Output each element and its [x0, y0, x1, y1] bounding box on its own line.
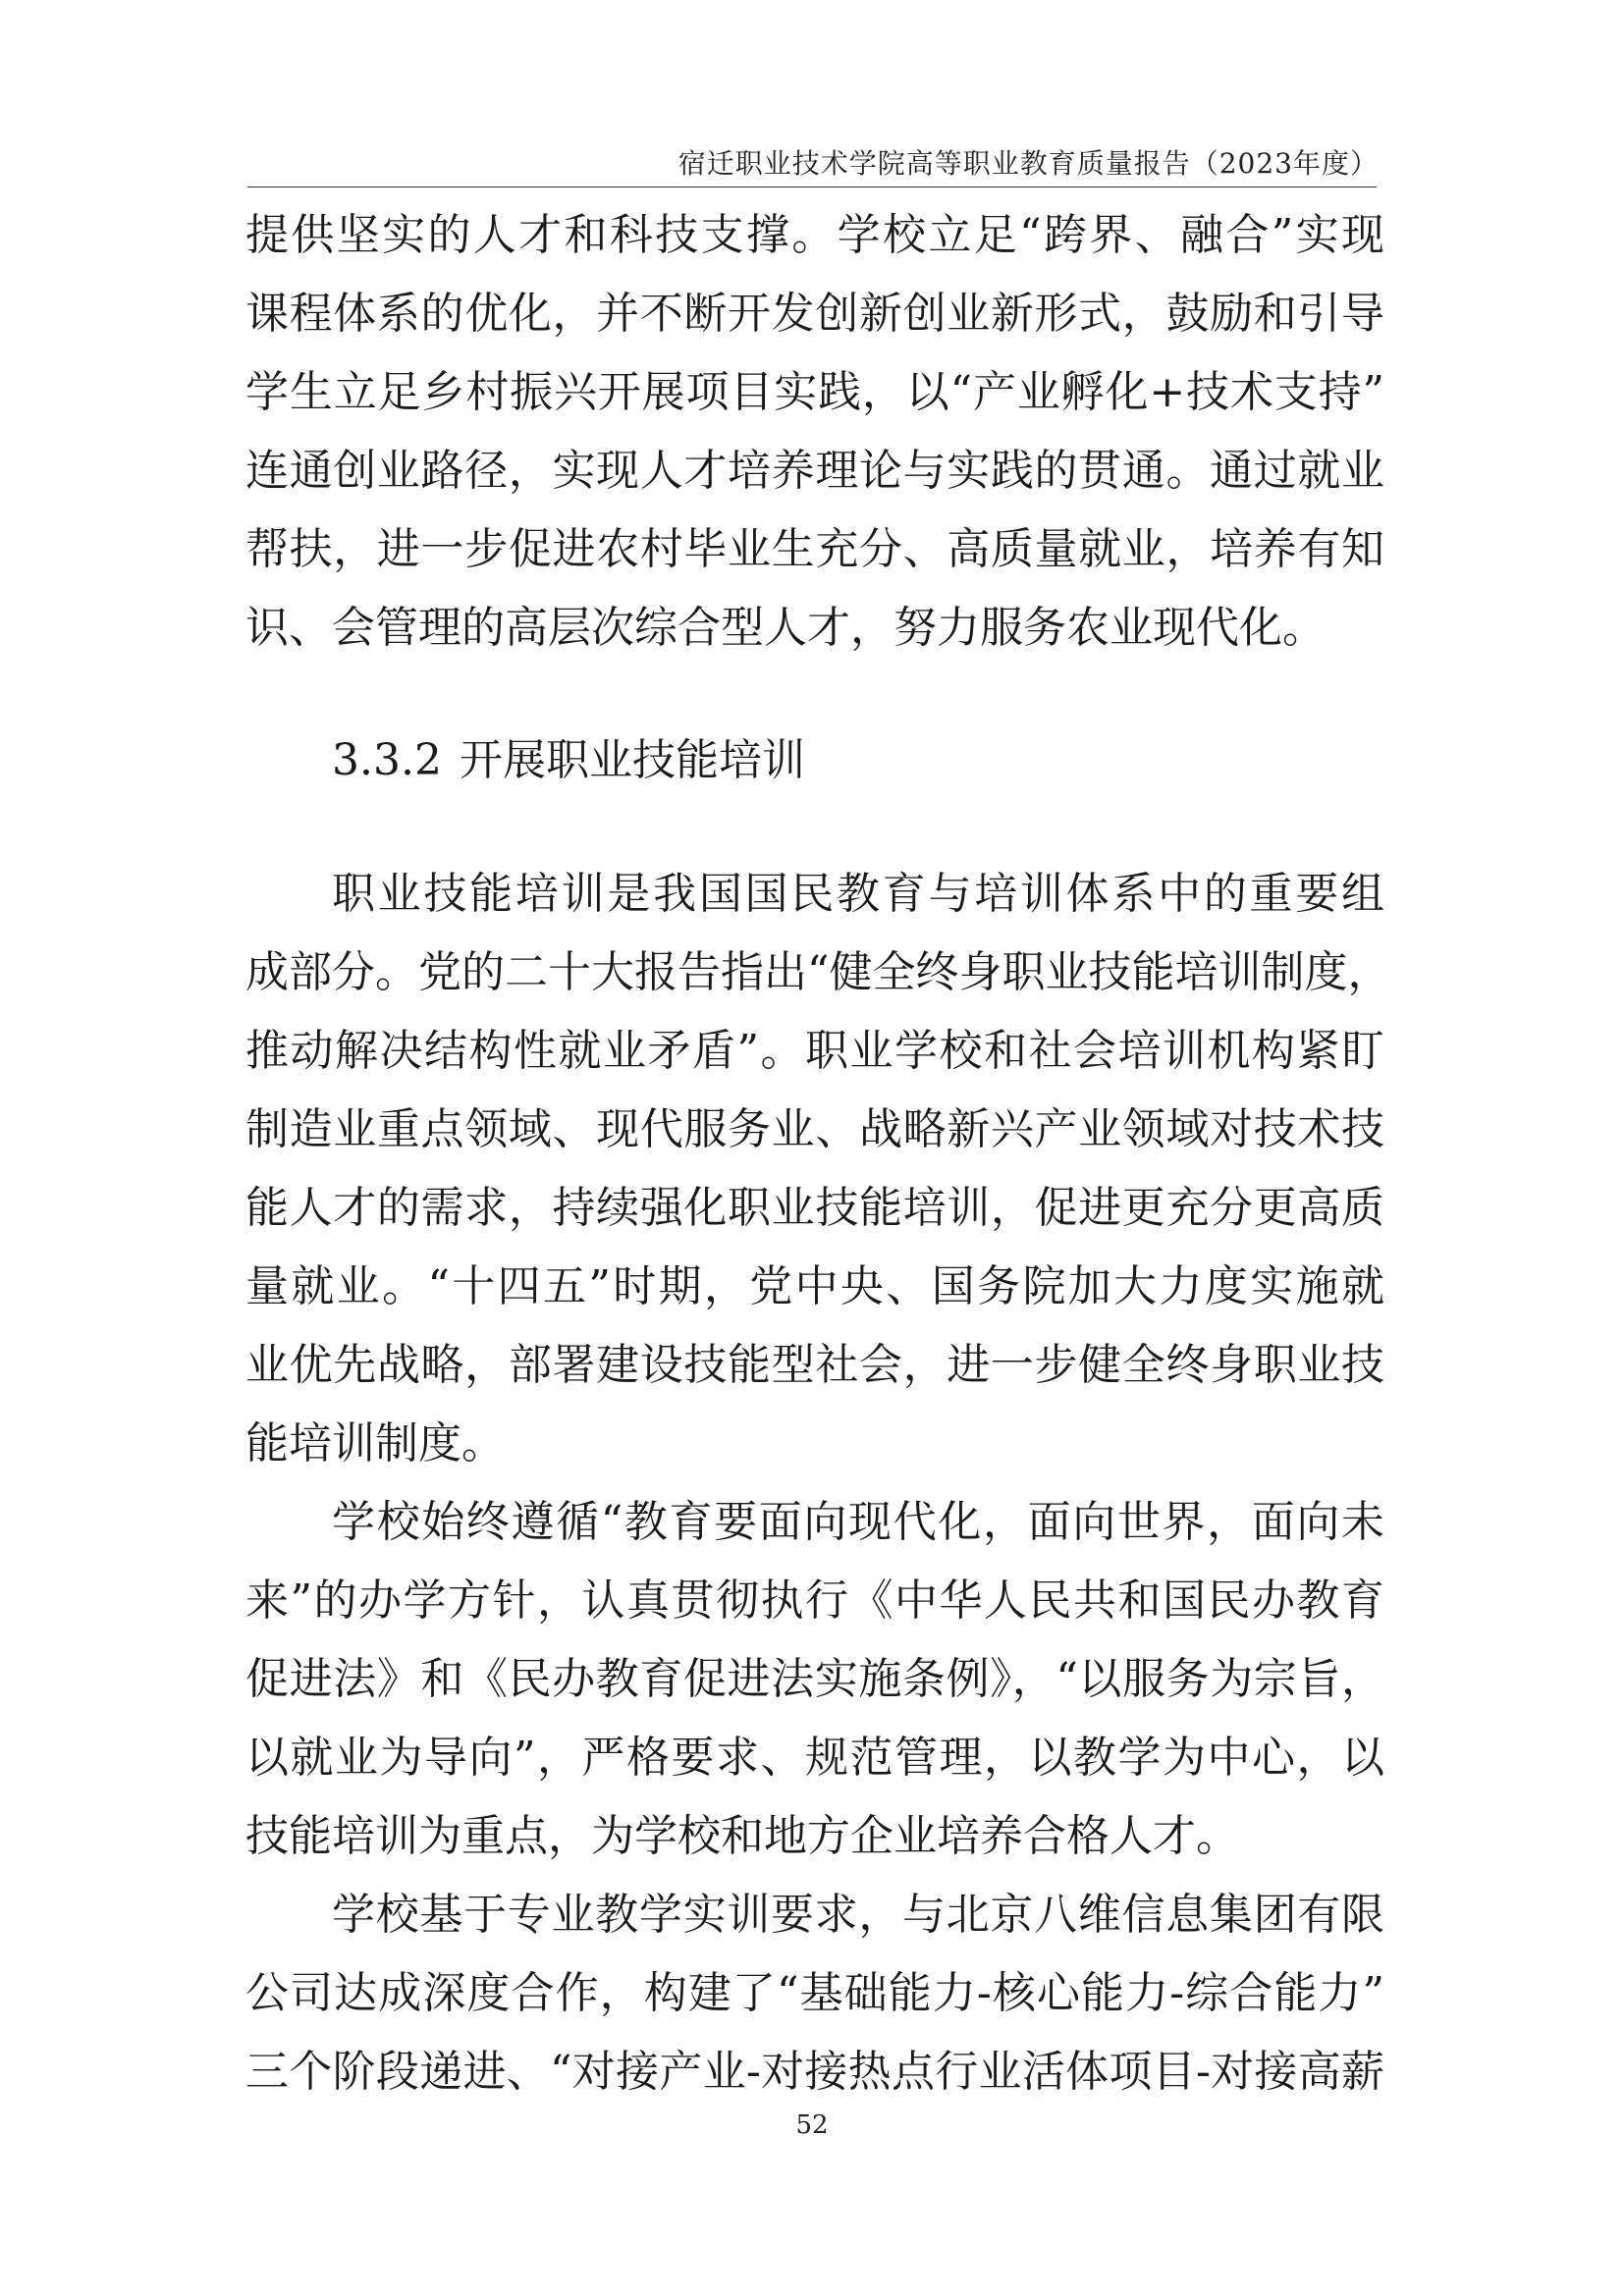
paragraph-line: 课程体系的优化，并不断开发创新创业新形式，鼓励和引导 [245, 289, 1384, 339]
paragraph-line: 识、会管理的高层次综合型人才，努力服务农业现代化。 [245, 603, 1326, 653]
section-number: 3.3.2 [332, 735, 442, 785]
paragraph-line: 三个阶段递进、“对接产业-对接热点行业活体项目-对接高薪 [245, 2047, 1384, 2097]
paragraph-line: 学校始终遵循“教育要面向现代化，面向世界，面向未 [332, 1497, 1384, 1547]
paragraph-line: 技能培训为重点，为学校和地方企业培养合格人才。 [245, 1811, 1239, 1861]
paragraph-line: 量就业。“十四五”时期，党中央、国务院加大力度实施就 [245, 1261, 1384, 1311]
paragraph-line: 能人才的需求，持续强化职业技能培训，促进更充分更高质 [245, 1183, 1384, 1233]
page-number: 52 [795, 2110, 829, 2140]
paragraph-line: 能培训制度。 [245, 1418, 505, 1468]
paragraph-line: 成部分。党的二十大报告指出“健全终身职业技能培训制度， [245, 947, 1391, 997]
paragraph-line: 学生立足乡村振兴开展项目实践，以“产业孵化+技术支持” [245, 367, 1384, 417]
section-heading [245, 721, 1384, 800]
paragraph-line: 公司达成深度合作，构建了“基础能力-核心能力-综合能力” [245, 1968, 1384, 2018]
paragraph-cooperation [245, 1876, 1384, 2111]
document-body [245, 196, 1391, 2111]
paragraph-line: 促进法》和《民办教育促进法实施条例》，“以服务为宗旨， [245, 1654, 1384, 1704]
section-title: 开展职业技能培训 [459, 735, 805, 785]
paragraph-line: 业优先战略，部署建设技能型社会，进一步健全终身职业技 [245, 1340, 1384, 1390]
paragraph-line: 学校基于专业教学实训要求，与北京八维信息集团有限 [332, 1890, 1384, 1940]
paragraph-skills-training [245, 855, 1391, 1483]
paragraph-continuation [245, 196, 1384, 667]
paragraph-line: 提供坚实的人才和科技支撑。学校立足“跨界、融合”实现 [245, 210, 1384, 260]
running-header: 宿迁职业技术学院高等职业教育质量报告（2023年度） [677, 147, 1379, 180]
paragraph-line: 职业技能培训是我国国民教育与培训体系中的重要组 [332, 869, 1384, 919]
paragraph-school-policy [245, 1483, 1384, 1876]
paragraph-line: 制造业重点领域、现代服务业、战略新兴产业领域对技术技 [245, 1104, 1384, 1154]
paragraph-line: 来”的办学方针，认真贯彻执行《中华人民共和国民办教育 [245, 1575, 1384, 1626]
paragraph-line: 连通创业路径，实现人才培养理论与实践的贯通。通过就业 [245, 446, 1384, 496]
paragraph-line: 帮扶，进一步促进农村毕业生充分、高质量就业，培养有知 [245, 524, 1384, 574]
paragraph-line: 以就业为导向”，严格要求、规范管理，以教学为中心，以 [245, 1733, 1384, 1783]
paragraph-line: 推动解决结构性就业矛盾”。职业学校和社会培训机构紧盯 [245, 1026, 1384, 1076]
